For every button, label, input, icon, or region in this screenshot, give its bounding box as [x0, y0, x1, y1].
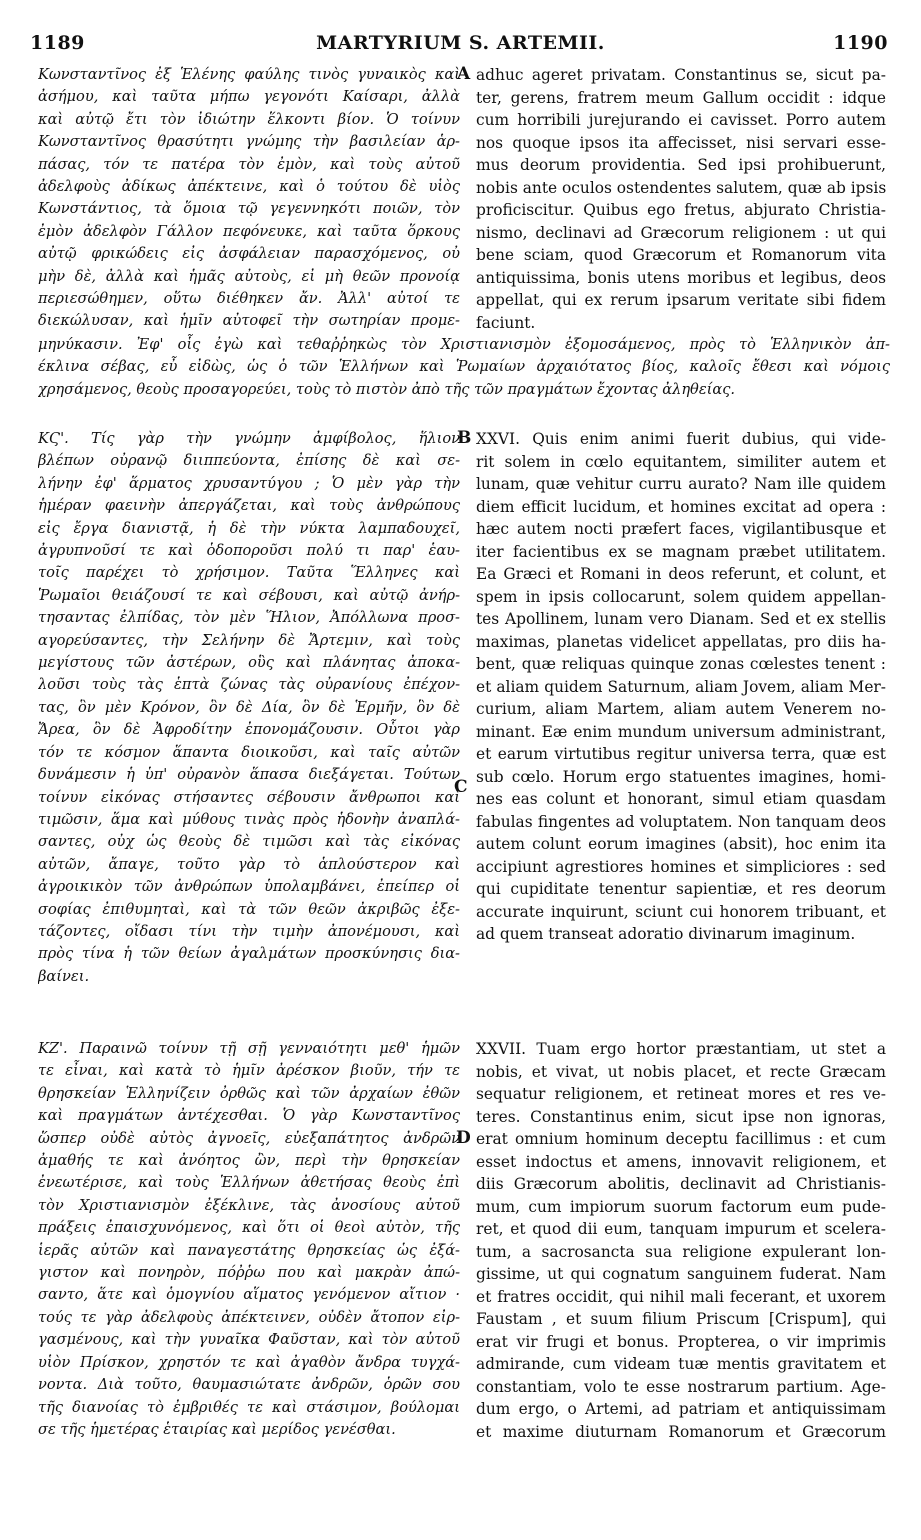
- greek-line: ἱερᾶς αὐτῶν καὶ παναγεστάτης θρησκείας ὡς ἐξά-: [38, 1241, 460, 1259]
- greek-line: θρησκείαν Ἑλληνίζειν ὀρθῶς καὶ τῶν ἀρχαίων ἐθῶν: [38, 1084, 460, 1102]
- latin-line: XXVI. Quis enim animi fuerit dubius, qui vide-: [476, 430, 886, 448]
- greek-line: ἐνεωτέρισε, καὶ τοὺς Ἑλλήνων ἀθετήσας θεοὺς ἐπὶ: [38, 1174, 460, 1192]
- greek-line: τοῖς παρέχει τὸ χρήσιμον. Ταῦτα Ἕλληνες καὶ: [38, 564, 460, 582]
- latin-line: mus deorum providentia. Sed ipsi prohibuerunt,: [476, 156, 886, 174]
- latin-line: fabulas fingentes ad voluptatem. Non tanquam deos: [476, 812, 886, 831]
- greek-line: τῆς διανοίας τὸ ἐμβριθές τε καὶ στάσιμον, βούλομαι: [38, 1398, 460, 1416]
- page-number-right: 1190: [833, 32, 888, 54]
- greek-line: τάζοντες, οἴδασι τίνι τὴν τιμὴν ἀπονέμουσι, καὶ: [38, 922, 460, 940]
- latin-line: constantiam, volo te esse nostrarum partium. Age-: [476, 1377, 886, 1396]
- latin-line: admirande, cum videam tuæ mentis gravitatem et: [476, 1355, 886, 1373]
- greek-line: τε εἶναι, καὶ κατὰ τὸ ἡμῖν ἀρέσκον βιοῦν, τήν τε: [38, 1062, 460, 1080]
- latin-line: iter facientibus ex se magnam præbet utilitatem.: [476, 542, 886, 561]
- greek-line: υἱὸν Πρίσκον, χρηστόν τε καὶ ἀγαθὸν ἄνδρα τυγχά-: [38, 1353, 460, 1371]
- latin-line: ret, et quod dii eum, tanquam impurum et scelera-: [476, 1220, 886, 1238]
- latin-line: lunam, quæ vehitur curru aurato? Nam ille quidem: [476, 475, 886, 493]
- latin-line: dum ergo, o Artemi, ad patriam et antiquissimam: [476, 1400, 886, 1418]
- latin-line: et fratres occidit, qui nihil mali fecerant, et uxorem: [476, 1287, 886, 1306]
- latin-line: et maxime diuturnam Romanorum et Græcorum: [476, 1422, 886, 1441]
- greek-line: ἀσήμου, καὶ ταῦτα μήπω γεγονότι Καίσαρι, ἀλλὰ: [38, 88, 460, 106]
- running-title: MARTYRIUM S. ARTEMII.: [316, 32, 605, 54]
- greek-line: χρησάμενος, θεοὺς προσαγορεύει, τοὺς τὸ πιστὸν ἀπὸ τῆς τῶν πραγμάτων ἔχοντας ἀληθείας.: [38, 380, 736, 398]
- greek-line: Κωνσταντῖνος ἐξ Ἑλένης φαύλης τινὸς γυναικὸς καὶ: [38, 66, 460, 83]
- greek-line: διεκώλυσαν, καὶ ἡμῖν αὐτοφεῖ τὴν σωτηρίαν προμε-: [38, 312, 460, 330]
- greek-line: τας, ὃν μὲν Κρόνον, ὃν δὲ Δία, ὃν δὲ Ἑρμῆν, ὃν δὲ: [38, 698, 460, 716]
- latin-line: appellat, qui ex rerum ipsarum veritate sibi fidem: [476, 291, 886, 309]
- latin-column-block3: [476, 1038, 886, 1443]
- greek-line: πράξεις ἐπαισχυνόμενος, καὶ ὅτι οἱ θεοὶ αὐτὸν, τῆς: [38, 1219, 460, 1237]
- latin-line: antiquissima, bonis utens moribus et legibus, deos: [476, 268, 886, 287]
- latin-line: et earum virtutibus regitur universa terra, quæ est: [476, 745, 886, 763]
- greek-line: ἀμαθής τε καὶ ἀνόητος ὢν, περὶ τὴν θρησκείαν: [38, 1152, 460, 1170]
- latin-column-block1: [476, 64, 886, 334]
- running-header: [0, 32, 921, 62]
- latin-line: tum, a sacrosancta sua religione expulerant lon-: [476, 1242, 886, 1261]
- greek-line: πάσας, τόν τε πατέρα τὸν ἐμὸν, καὶ τοὺς αὐτοῦ: [38, 155, 460, 173]
- latin-line: maximas, planetas videlicet appellatas, pro diis ha-: [476, 632, 886, 651]
- greek-column-block3: [38, 1038, 460, 1441]
- greek-line: αγορεύσαντες, τὴν Σελήνην δὲ Ἄρτεμιν, καὶ τοὺς: [38, 631, 460, 649]
- latin-line: nobis, et vivat, ut nobis placet, et recte Græcam: [476, 1062, 886, 1081]
- latin-line: ad quem transeat adoratio divinarum imaginum.: [476, 925, 856, 943]
- greek-line: τούς τε γὰρ ἀδελφοὺς ἀπέκτεινεν, οὐδὲν ἄτοπον εἰρ-: [38, 1308, 460, 1326]
- latin-line: mum, cum impiorum suorum factorum eum pude-: [476, 1197, 886, 1216]
- latin-line: nos quoque ipsos ita affecisset, nisi servari esse-: [476, 133, 886, 152]
- greek-line: αὐτῷ φρικώδεις εἰς ἀσφάλειαν παρασχόμενος, οὐ: [38, 245, 460, 263]
- latin-line: sequatur religionem, et retineat mores et res ve-: [476, 1085, 886, 1103]
- greek-line: Ἄρεα, ὃν δὲ Ἀφροδίτην ἐπονομάζουσιν. Οὗτοι γὰρ: [38, 721, 460, 739]
- latin-line: esset indoctus et amens, innovavit religionem, et: [476, 1152, 886, 1171]
- greek-line: μεγίστους τῶν ἀστέρων, οὓς καὶ πλάνητας ἀποκα-: [38, 654, 460, 672]
- latin-line: adhuc ageret privatam. Constantinus se, sicut pa-: [476, 66, 886, 84]
- greek-line: λήνην ἐφ' ἅρματος χρυσαντύγου ; Ὁ μὲν γὰρ τὴν: [38, 474, 460, 492]
- greek-line: τόν τε κόσμον ἅπαντα διοικοῦσι, καὶ ταῖς αὐτῶν: [38, 743, 460, 761]
- latin-line: erat vir frugi et bonus. Propterea, o vir imprimis: [476, 1332, 886, 1351]
- greek-line: λοῦσι τοὺς τὰς ἑπτὰ ζώνας τὰς οὐρανίους ἐπέχον-: [38, 676, 460, 694]
- latin-line: proficiscitur. Quibus ego fretus, abjurato Christia-: [476, 201, 886, 219]
- latin-line: curium, aliam Martem, aliam autem Venerem no-: [476, 700, 886, 718]
- greek-line: Κωνστάντιος, τὰ ὅμοια τῷ γεγεννηκότι ποιῶν, τὸν: [38, 200, 460, 218]
- latin-line: nismo, declinavi ad Græcorum religionem : ut qui: [476, 223, 886, 242]
- latin-line: diem efficit lucidum, et homines excitat ad opera :: [476, 497, 886, 516]
- greek-line: ΚΖ'. Παραινῶ τοίνυν τῇ σῇ γενναιότητι μεθ' ἡμῶν: [38, 1040, 460, 1057]
- margin-letter-c: C: [454, 777, 468, 797]
- greek-line: ΚϚ'. Τίς γὰρ τὴν γνώμην ἀμφίβολος, ἥλιον: [38, 430, 460, 447]
- greek-line: γιστον καὶ πονηρὸν, πόῤῥω που καὶ μακρὰν ἀπώ-: [38, 1264, 460, 1282]
- latin-line: tes Apollinem, lunam vero Dianam. Sed et ex stellis: [476, 610, 886, 628]
- latin-column-block2: [476, 428, 886, 946]
- margin-letter-a: A: [457, 64, 471, 84]
- greek-line: σοφίας ἐπιθυμηταὶ, καὶ τὰ τῶν θεῶν ἀκριβῶς ἐξε-: [38, 900, 460, 918]
- latin-line: gissime, ut qui cognatum sanguinem fuderat. Nam: [476, 1265, 886, 1283]
- page-number-left: 1189: [30, 32, 85, 54]
- latin-line: sub cœlo. Horum ergo statuentes imagines, homi-: [476, 767, 886, 786]
- latin-line: autem colunt eorum imagines (absit), hoc enim ita: [476, 835, 886, 853]
- latin-line: XXVII. Tuam ergo hortor præstantiam, ut stet a: [476, 1040, 886, 1058]
- latin-line: Ea Græci et Romani in deos referunt, et colunt, et: [476, 565, 886, 583]
- greek-line: έκλινα σέβας, εὖ εἰδὼς, ὡς ὁ τῶν Ἑλλήνων καὶ Ῥωμαίων ἀρχαιότατος βίος, καλοῖς ἔθεσι καὶ νόμοις: [38, 358, 890, 376]
- latin-line: accipiunt agrestiores homines et simpliciores : sed: [476, 857, 886, 876]
- greek-line: Κωνσταντῖνος θρασύτητι γνώμης τὴν βασιλείαν ἁρ-: [38, 133, 460, 151]
- greek-line: περιεσώθημεν, οὕτω διέθηκεν ἄν. Ἀλλ' αὐτοί τε: [38, 290, 460, 308]
- greek-column-block1: [38, 64, 460, 333]
- latin-line: cum horribili jurejurando ei cavisset. Porro autem: [476, 111, 886, 129]
- greek-line: ἀδελφοὺς ἀδίκως ἀπέκτεινε, καὶ ὁ τούτου δὲ υἱὸς: [38, 178, 460, 196]
- greek-column-block2: [38, 428, 460, 988]
- latin-line: rit solem in cœlo equitantem, similiter autem et: [476, 452, 886, 471]
- greek-line: σαντο, ἅτε καὶ ὁμογνίου αἵματος γενόμενον αἴτιον ·: [38, 1286, 460, 1304]
- latin-line: nobis ante oculos ostendentes salutem, quæ ab ipsis: [476, 178, 886, 197]
- greek-line: ἀγρυπνοῦσί τε καὶ ὁδοποροῦσι πολύ τι παρ' ἑαυ-: [38, 542, 460, 560]
- latin-line: et aliam quidem Saturnum, aliam Jovem, aliam Mer-: [476, 677, 886, 696]
- latin-line: qui cupiditate tenentur sapientiæ, et res deorum: [476, 880, 886, 898]
- latin-line: ter, gerens, fratrem meum Gallum occidit : idque: [476, 88, 886, 107]
- latin-line: erat omnium hominum deceptu facillimus : et cum: [476, 1130, 886, 1148]
- greek-line: ἐμὸν ἀδελφὸν Γάλλον πεφόνευκε, καὶ ταῦτα ὅρκους: [38, 222, 460, 240]
- latin-line: hæc autem nocti præfert faces, vigilantibusque et: [476, 520, 886, 538]
- greek-line: πρὸς τίνα ἡ τῶν θείων ἀγαλμάτων προσκύνησις δια-: [38, 945, 460, 963]
- greek-line: δυνάμεσιν ἡ ὑπ' οὐρανὸν ἅπασα διεξάγεται. Τούτων: [38, 766, 460, 784]
- greek-line: τιμῶσιν, ἅμα καὶ μύθους τινὰς πρὸς ἡδονὴν ἀναπλά-: [38, 810, 460, 828]
- greek-line: τὸν Χριστιανισμὸν ἐξέκλινε, τὰς ἀνοσίους αὐτοῦ: [38, 1196, 460, 1214]
- greek-line: ὥσπερ οὐδὲ αὐτὸς ἀγνοεῖς, εὐεξαπάτητος ἀνδρῶν: [38, 1129, 460, 1147]
- greek-line: μηνύκασιν. Ἐφ' οἷς ἐγὼ καὶ τεθαῤῥηκὼς τὸν Χριστιανισμὸν ἐξομοσάμενος, πρὸς τὸ Ἑλληνικὸν ἀπ-: [38, 336, 890, 353]
- latin-line: teres. Constantinus enim, sicut ipse non ignoras,: [476, 1107, 886, 1126]
- latin-line: faciunt.: [476, 313, 536, 332]
- latin-line: Faustam , et suum filium Priscum [Crispum], qui: [476, 1310, 886, 1328]
- latin-line: bene sciam, quod Græcorum et Romanorum vita: [476, 246, 886, 264]
- latin-line: minant. Eæ enim mundum universum administrant,: [476, 722, 886, 741]
- greek-line: ἡμέραν φαεινὴν ἀπεργάζεται, καὶ τοὺς ἀνθρώπους: [38, 497, 460, 515]
- greek-line: καὶ πραγμάτων ἀντέχεσθαι. Ὁ γὰρ Κωνσταντῖνος: [38, 1107, 460, 1125]
- latin-line: spem in ipsis collocarunt, solem quidem appellan-: [476, 587, 886, 606]
- greek-line: ἀγροικικὸν τῶν ἀνθρώπων ὑπολαμβάνει, ἐπείπερ οἱ: [38, 878, 460, 896]
- greek-line: γασμένους, καὶ τὴν γυναῖκα Φαῦσταν, καὶ τὸν αὐτοῦ: [38, 1331, 460, 1349]
- greek-line: σαντες, οὐχ ὡς θεοὺς δὲ τιμῶσι καὶ τὰς εἰκόνας: [38, 833, 460, 851]
- latin-line: bent, quæ reliquas quinque zonas cœlestes tenent :: [476, 655, 886, 673]
- greek-line: εἰς ἔργα διανιστᾷ, ἡ δὲ τὴν νύκτα λαμπαδουχεῖ,: [38, 519, 460, 537]
- greek-full-width-lines: [38, 334, 890, 401]
- greek-line: βλέπων οὐρανῷ διιππεύοντα, ἐπίσης δὲ καὶ σε-: [38, 452, 460, 470]
- greek-line: μὴν δὲ, ἀλλὰ καὶ ἡμᾶς αὐτοὺς, εἰ μὴ θεῶν προνοίᾳ: [38, 267, 460, 285]
- latin-line: accurate inquirunt, sciunt cui honorem tribuant, et: [476, 902, 886, 921]
- latin-line: diis Græcorum abolitis, declinavit ad Christianis-: [476, 1175, 886, 1193]
- greek-line: καὶ αὐτῷ ἔτι τὸν ἰδιώτην ἕλκοντι βίον. Ὁ τοίνυν: [38, 110, 460, 128]
- latin-line: nes eas colunt et honorant, simul etiam quasdam: [476, 790, 886, 808]
- greek-line: σε τῆς ἡμετέρας ἑταιρίας καὶ μερίδος γενέσθαι.: [38, 1420, 396, 1438]
- margin-letter-b: B: [457, 428, 472, 448]
- greek-line: νοντα. Διὰ τοῦτο, θαυμασιώτατε ἀνδρῶν, ὁρῶν σου: [38, 1376, 460, 1394]
- greek-line: τησαντας ἐλπίδας, τὸν μὲν Ἥλιον, Ἀπόλλωνα προσ-: [38, 609, 460, 627]
- greek-line: Ῥωμαῖοι θειάζουσί τε καὶ σέβουσι, καὶ αὐτῷ ἀνήρ-: [38, 586, 460, 604]
- margin-letter-d: D: [456, 1128, 471, 1148]
- greek-line: τοίνυν εἰκόνας στήσαντες σέβουσιν ἄνθρωποι καὶ: [38, 788, 460, 806]
- greek-line: βαίνει.: [38, 967, 90, 985]
- greek-line: αὐτῶν, ἄπαγε, τοῦτο γὰρ τὸ ἁπλούστερον καὶ: [38, 855, 460, 873]
